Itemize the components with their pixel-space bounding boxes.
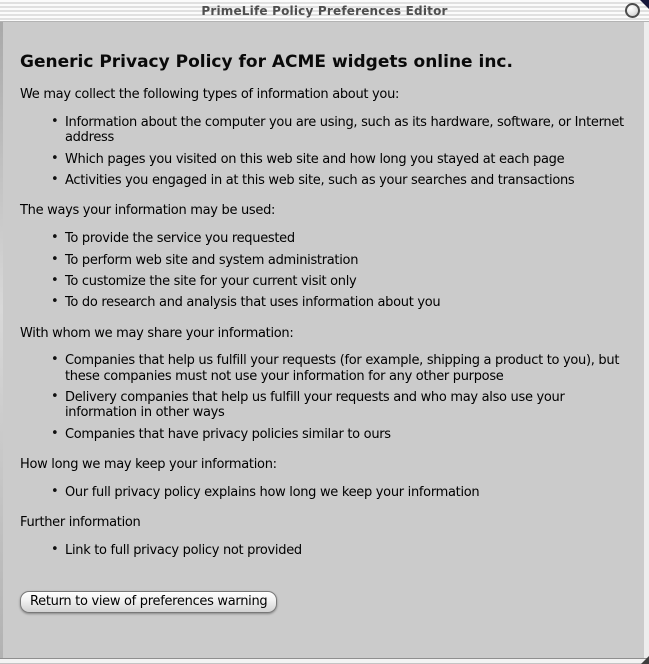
list-item: • Link to full privacy policy not provided <box>51 543 632 558</box>
list-item: • To provide the service you requested <box>51 231 632 246</box>
button-row <box>20 591 632 613</box>
corner-decoration-bottom-right <box>641 656 649 664</box>
bullet-list-further-info <box>20 543 632 558</box>
list-item: • Our full privacy policy explains how long we keep your information <box>51 485 632 500</box>
list-item: • To customize the site for your current visit only <box>51 274 632 289</box>
section-intro-collect: We may collect the following types of information about you: <box>20 87 400 102</box>
section-intro-sharing: With whom we may share your information: <box>20 325 294 341</box>
bullet-list-retention <box>20 485 632 500</box>
list-item: • Information about the computer you are using, such as its hardware, software, or Internet address <box>51 115 632 146</box>
list-item: • Companies that have privacy policies similar to ours <box>51 427 632 442</box>
list-item: • Which pages you visited on this web site and how long you stayed at each page <box>51 152 632 167</box>
window-title: PrimeLife Policy Preferences Editor <box>201 3 448 18</box>
bullet-list-collect <box>20 115 632 188</box>
list-item: • To perform web site and system administration <box>51 253 632 268</box>
section-intro-further-info: Further information <box>20 515 141 531</box>
section-intro-retention: How long we may keep your information: <box>20 457 277 473</box>
bullet-list-usage <box>20 231 632 310</box>
corner-decoration-top-right <box>640 0 649 9</box>
policy-content <box>3 22 644 658</box>
bullet-list-sharing <box>20 353 632 442</box>
return-to-preferences-button[interactable]: Return to view of preferences warning <box>20 591 277 613</box>
titlebar <box>0 0 649 22</box>
window-border-bottom <box>0 658 649 664</box>
list-item: • Activities you engaged in at this web site, such as your searches and transactions <box>51 173 632 188</box>
window-control-icon[interactable] <box>625 3 640 18</box>
section-intro-usage: The ways your information may be used: <box>20 203 276 219</box>
window-border-right <box>644 22 649 658</box>
policy-heading: Generic Privacy Policy for ACME widgets online inc. <box>20 52 513 72</box>
list-item: • Delivery companies that help us fulfill your requests and who may also use your information in other ways <box>51 390 632 421</box>
window-border-left <box>0 22 3 658</box>
list-item: • To do research and analysis that uses information about you <box>51 295 632 310</box>
list-item: • Companies that help us fulfill your requests (for example, shipping a product to you), but these companies must not use your information for any other purpose <box>51 353 632 384</box>
